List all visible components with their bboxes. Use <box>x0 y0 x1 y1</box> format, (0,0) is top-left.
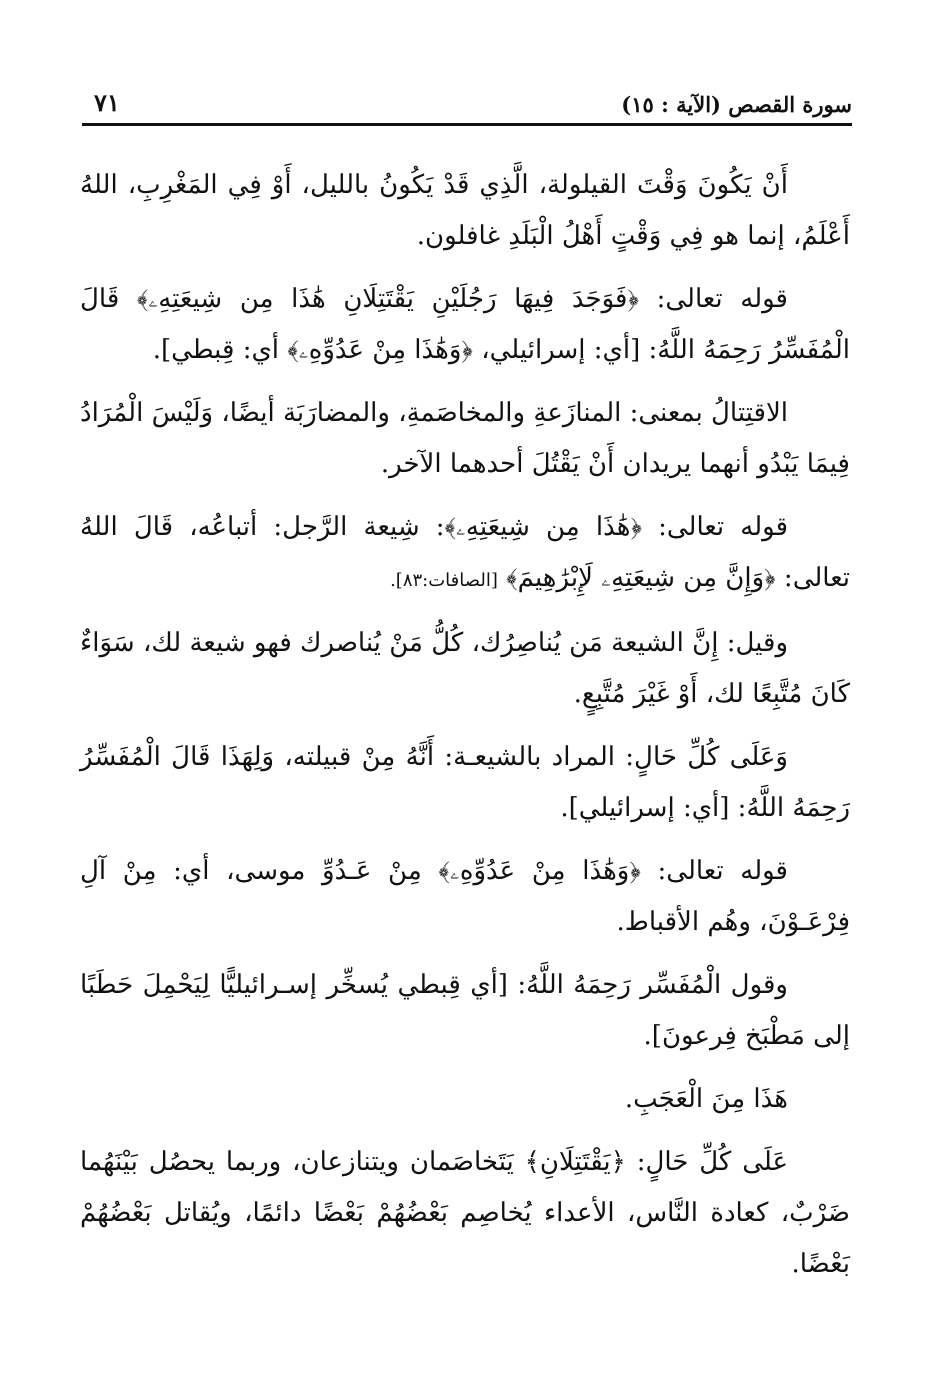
paragraph-4-text: قوله تعالى: ﴿هَٰذَا مِن شِيعَتِهِۦ﴾: شِيعة الرَّجل: أتباعُه، قَالَ اللهُ تعالى: ﴿وَإِنَّ مِن شِيعَتِهِۦ لَإِبْرَٰهِيمَ﴾ <box>80 512 850 593</box>
paragraph-2: قوله تعالى: ﴿فَوَجَدَ فِيهَا رَجُلَيْنِ يَقْتَتِلَانِ هَٰذَا مِن شِيعَتِهِۦ﴾ قَالَ الْمُفَسِّرُ رَحِمَهُ اللَّهُ: [أي: إسرائيلي، ﴿وَهَٰذَا مِنْ عَدُوِّهِۦ﴾ أي: قِبطي]. <box>80 284 850 365</box>
running-title: سورة القصص (الآية : ١٥) <box>621 92 852 117</box>
quran-reference: [الصافات:٨٣]. <box>390 570 498 591</box>
paragraph-3: الاقتِتالُ بمعنى: المنازَعةِ والمخاصَمةِ، والمضارَبَة أيضًا، وَلَيْسَ الْمُرَادُ فِيمَا يَبْدُو أنهما يريدان أَنْ يَقْتُلَ أحدهما الآخر. <box>80 398 850 479</box>
paragraph-10: عَلَى كُلِّ حَالٍ: ﴿يَقْتَتِلَانِ﴾ يَتَخاصَمان ويتنازعان، وربما يحصُل بَيْنَهُما ضَرْبٌ، كعادة النَّاس، الأعداء يُخاصِم بَعْضُهُمْ بَعْضًا دائمًا، ويُقاتل بَعْضُهُمْ بَعْضًا. <box>80 1147 850 1279</box>
paragraph-9: هَذَا مِنَ الْعَجَبِ. <box>624 1084 788 1114</box>
body-text <box>80 160 850 1302</box>
header-rule <box>82 123 852 126</box>
paragraph-4 <box>80 502 850 606</box>
paragraph-6: وَعَلَى كُلِّ حَالٍ: المراد بالشيعـة: أَنَّهُ مِنْ قبيلته، وَلِهَذَا قَالَ الْمُفَسِّرُ رَحِمَهُ اللَّهُ: [أي: إسرائيلي]. <box>80 742 850 823</box>
paragraph-7: قوله تعالى: ﴿وَهَٰذَا مِنْ عَدُوِّهِۦ﴾ مِنْ عَـدُوِّ موسى، أي: مِنْ آلِ فِرْعَـوْنَ، وهُم الأقباط. <box>80 856 850 937</box>
paragraph-1: أَنْ يَكُونَ وَقْتَ القيلولة، الَّذِي قَدْ يَكُونُ بالليل، أَوْ فِي المَغْرِبِ، اللهُ أَعْلَمُ، إنما هو فِي وَقْتٍ أَهْلُ الْبَلَدِ غافلون. <box>80 170 850 251</box>
page-header <box>82 84 852 126</box>
paragraph-8: وقول الْمُفَسِّر رَحِمَهُ اللَّهُ: [أي قِبطي يُسخِّر إسـرائيليًّا لِيَحْمِلَ حَطَبًا إلى مَطْبَخ فِرعونَ]. <box>80 970 850 1051</box>
paragraph-5: وقيل: إِنَّ الشيعة مَن يُناصِرُك، كُلُّ مَنْ يُناصرك فهو شيعة لك، سَوَاءٌ كَانَ مُتَّبِعًا لك، أَوْ غَيْرَ مُتَّبِعٍ. <box>80 628 850 709</box>
page-number: ٧١ <box>94 88 120 117</box>
